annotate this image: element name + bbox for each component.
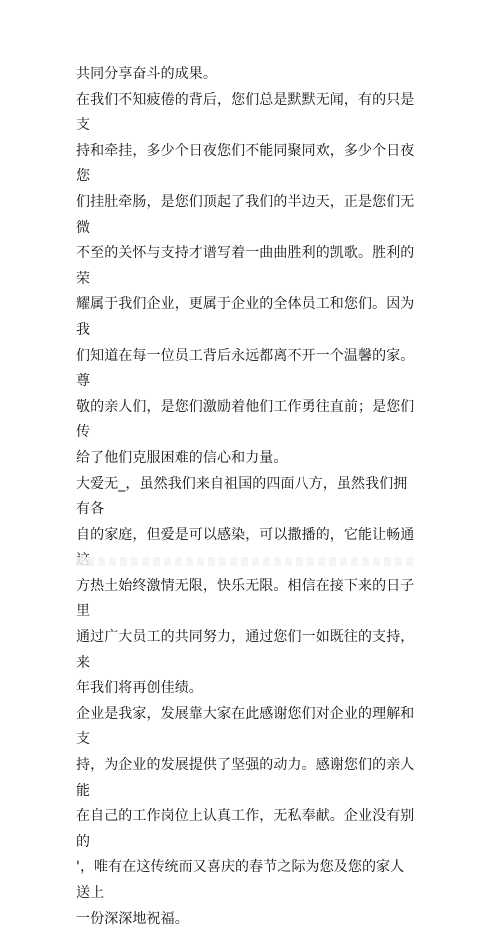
paragraph-3: 大爱无_，虽然我们来自祖国的四面八方，虽然我们拥有各 自的家庭，但爱是可以感染，可以撒播的，它能让畅通 方热土始终激情无限，快乐无限。相信在接下来的日子里 通过广大员工的共同努力，通过您们一如既往的支持，来 年我们将再创佳绩。 — [76, 475, 415, 697]
paragraph-2: 在我们不知疲倦的背后，您们总是默默无闻，有的只是支 持和牵挂，多少个日夜您们不能同聚同欢，多少个日夜您 们挂肚牵肠，是您们顶起了我们的半边天，正是您们无微 不至的关怀与支持才谱写着一曲曲胜利的凯歌。胜利的荣 耀属于我们企业，更属于企业的全体员工和您们。因为我 们知道在每一位员工背后永远都离不开一个温馨的家。尊 敬的亲人们，是您们激励着他们工作勇往直前；是您们传 给了他们克服困难的信心和力量。 — [76, 91, 415, 466]
paragraph-4: 企业是我家，发展靠大家在此感谢您们对企业的理解和支 持，为企业的发展提供了坚强的动力。感谢您们的亲人能 在自己的工作岗位上认真工作，无私奉献。企业没有别的 '，唯有在这传统而又喜庆的春节之际为您及您的家人送上 一份深深地祝福。 — [76, 705, 415, 927]
cropped-next-line — [76, 557, 416, 566]
document-body — [76, 62, 416, 932]
paragraph-1: 共同分享奋斗的成果。 — [76, 66, 217, 82]
